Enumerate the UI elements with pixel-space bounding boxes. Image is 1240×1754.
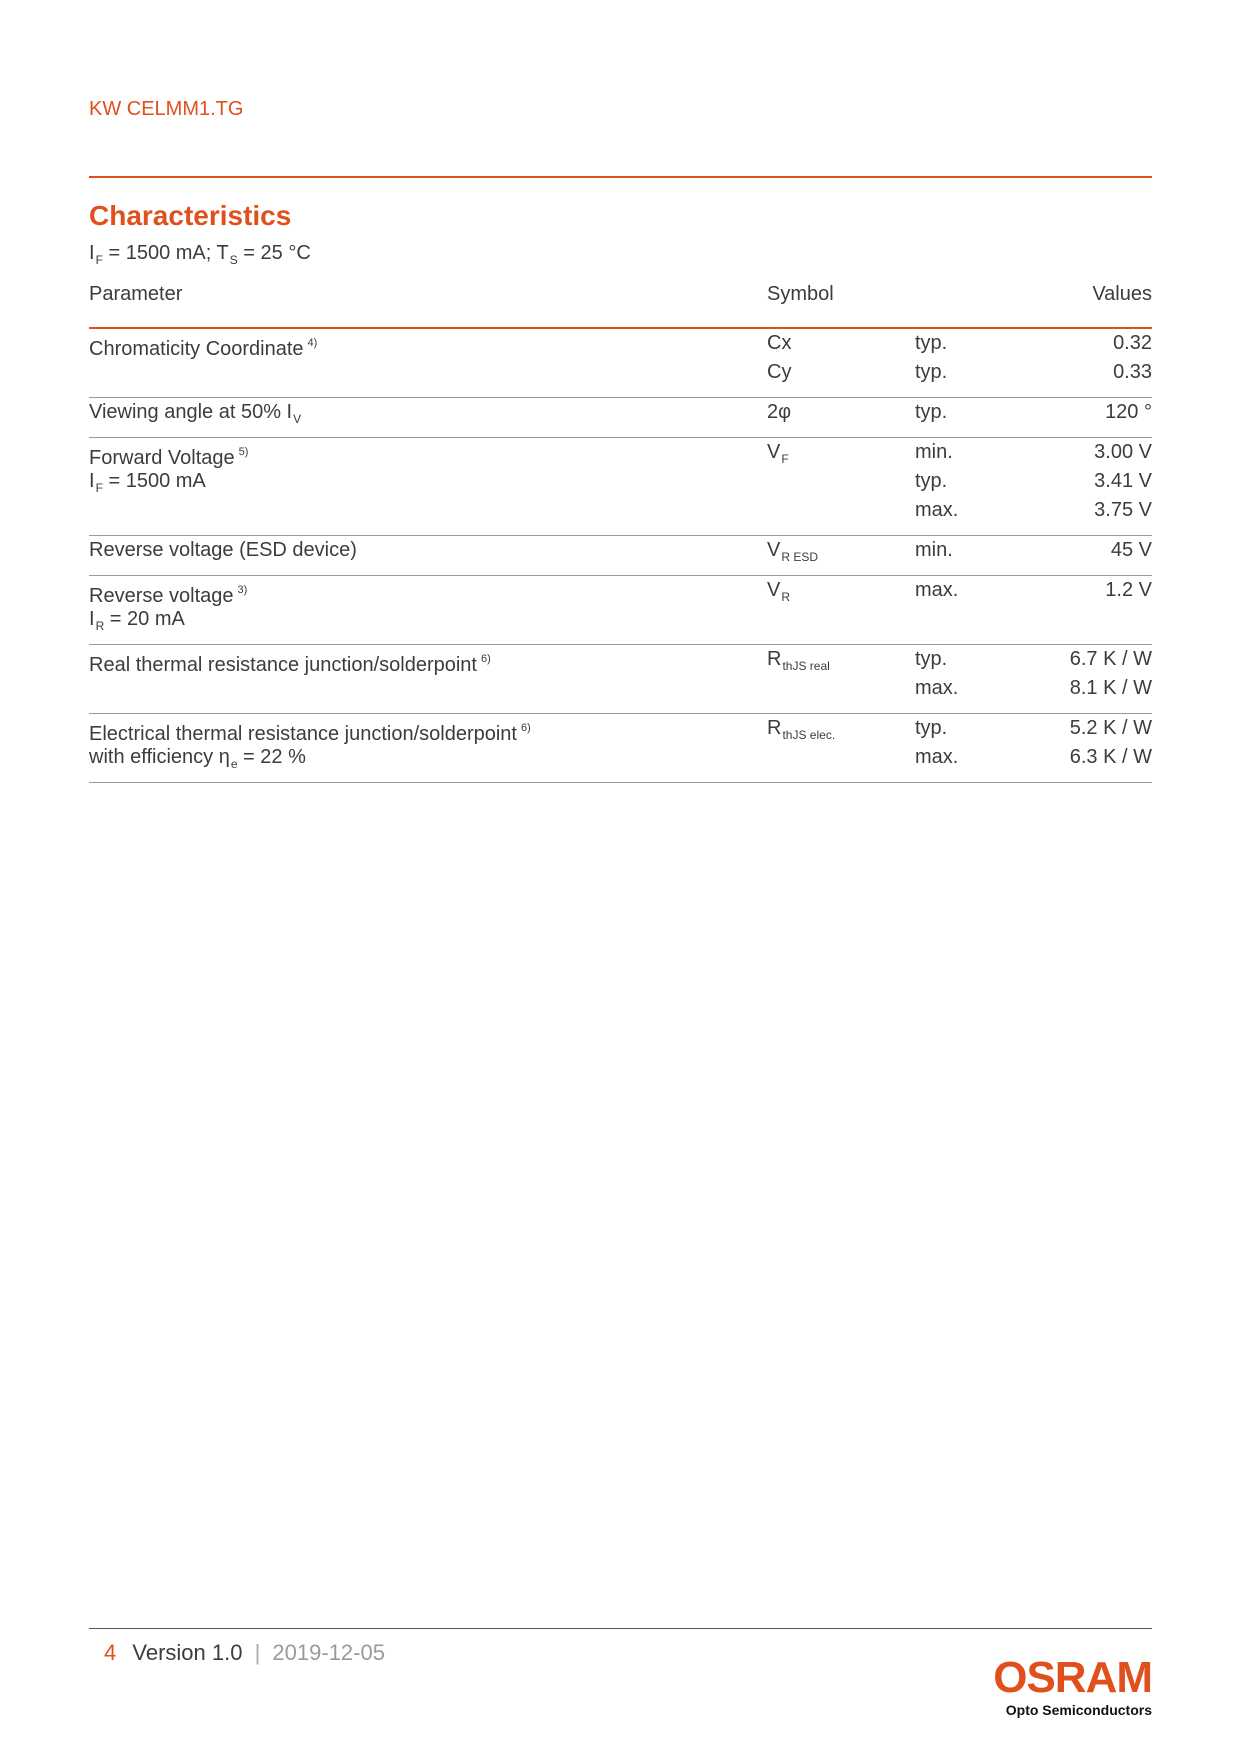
document-id: KW CELMM1.TG (89, 98, 244, 120)
qualifier-cell (915, 536, 1025, 565)
parameter-text: = 22 % (237, 746, 306, 768)
table-row (89, 576, 1152, 645)
parameter-cell (89, 398, 301, 427)
value-text: 120 ° (1105, 401, 1152, 423)
parameter-cell (89, 329, 317, 358)
condition-ts-value: = 25 °C (237, 242, 311, 264)
qualifier-cell (915, 329, 1025, 387)
symbol-cell (767, 329, 792, 383)
parameter-line (89, 438, 248, 467)
symbol-subscript: F (781, 452, 789, 466)
symbol-subscript: R ESD (781, 550, 819, 564)
parameter-text: with efficiency η (89, 746, 230, 768)
symbol-text: V (767, 579, 781, 601)
parameter-text: I (89, 470, 95, 492)
value-cell (1070, 714, 1152, 772)
qualifier-text: typ. (915, 648, 948, 670)
condition-if-sub: F (95, 253, 103, 267)
parameter-line (89, 714, 531, 743)
symbol-line (767, 536, 818, 565)
value-text: 3.75 V (1094, 499, 1152, 521)
symbol-line (767, 645, 830, 674)
symbol-cell (767, 576, 790, 605)
characteristics-table (89, 282, 1152, 783)
value-text: 6.3 K / W (1069, 746, 1152, 768)
version-label: Version 1.0 (132, 1640, 243, 1665)
table-row (89, 645, 1152, 714)
table-row (89, 329, 1152, 398)
parameter-cell (89, 438, 248, 496)
qualifier-text: min. (915, 441, 953, 463)
parameter-subscript: V (293, 412, 302, 426)
condition-ts-symbol: T (216, 242, 229, 264)
table-body (89, 329, 1152, 783)
symbol-line (767, 438, 789, 467)
footnote-marker: 3) (237, 584, 248, 596)
header-values: Values (1092, 283, 1152, 305)
parameter-subscript: e (230, 757, 238, 771)
qualifier-text: max. (915, 677, 959, 699)
footnote-marker: 4) (307, 337, 318, 349)
symbol-cell (767, 398, 791, 427)
footer (104, 1640, 385, 1666)
table-row (89, 714, 1152, 783)
symbol-cell (767, 536, 818, 565)
table-row (89, 536, 1152, 576)
symbol-text: V (767, 539, 781, 561)
symbol-cell (767, 438, 789, 467)
footer-separator: | (254, 1640, 261, 1665)
header-parameter: Parameter (89, 283, 183, 305)
logo-subtitle: Opto Semiconductors (1005, 1702, 1152, 1718)
qualifier-cell (915, 714, 1025, 772)
symbol-cell (767, 645, 830, 674)
value-cell (1070, 645, 1152, 703)
page-number: 4 (104, 1640, 117, 1665)
section-title: Characteristics (89, 200, 292, 231)
parameter-cell (89, 714, 531, 772)
parameter-text: Electrical thermal resistance junction/solderpoint (89, 723, 517, 745)
symbol-text: R (767, 648, 782, 670)
qualifier-text: typ. (915, 717, 948, 739)
footnote-marker: 5) (238, 446, 249, 458)
table-header (89, 282, 1152, 327)
value-text: 45 V (1110, 539, 1152, 561)
parameter-line (89, 536, 357, 565)
logo-wordmark: OSRAM (993, 1653, 1152, 1702)
value-text: 3.41 V (1094, 470, 1152, 492)
osram-logo (993, 1653, 1152, 1718)
footnote-marker: 6) (520, 722, 531, 734)
value-text: 0.32 (1113, 332, 1152, 354)
value-text: 6.7 K / W (1069, 648, 1152, 670)
parameter-cell (89, 645, 491, 674)
parameter-line (89, 743, 531, 772)
qualifier-cell (915, 576, 1025, 605)
qualifier-text: typ. (915, 332, 948, 354)
release-date: 2019-12-05 (272, 1640, 385, 1665)
value-text: 3.00 V (1094, 441, 1152, 463)
parameter-text: Reverse voltage (89, 585, 234, 607)
parameter-cell (89, 576, 247, 634)
condition-if-value: = 1500 mA; (102, 242, 217, 264)
symbol-cell (767, 714, 835, 743)
parameter-text: Chromaticity Coordinate (89, 338, 304, 360)
value-text: 8.1 K / W (1069, 677, 1152, 699)
parameter-line (89, 329, 317, 358)
parameter-text: = 1500 mA (102, 470, 206, 492)
footnote-marker: 6) (480, 653, 491, 665)
qualifier-text: max. (915, 579, 959, 601)
symbol-subscript: thJS elec. (782, 728, 836, 742)
parameter-subscript: R (95, 619, 105, 633)
qualifier-text: typ. (915, 470, 948, 492)
parameter-text: Reverse voltage (ESD device) (89, 539, 357, 561)
parameter-subscript: F (95, 481, 103, 495)
parameter-line (89, 645, 491, 674)
value-text: 0.33 (1113, 361, 1152, 383)
qualifier-text: min. (915, 539, 953, 561)
symbol-line (767, 398, 791, 427)
parameter-text: Real thermal resistance junction/solderpoint (89, 654, 477, 676)
parameter-text: Viewing angle at 50% I (89, 401, 293, 423)
parameter-line (89, 467, 248, 496)
qualifier-text: typ. (915, 361, 948, 383)
table-row (89, 438, 1152, 536)
value-text: 5.2 K / W (1069, 717, 1152, 739)
value-text: 1.2 V (1105, 579, 1152, 601)
test-conditions (89, 242, 311, 267)
symbol-line (767, 329, 791, 358)
condition-if-symbol: I (89, 242, 95, 264)
symbol-text: V (767, 441, 781, 463)
symbol-line (767, 358, 791, 387)
parameter-cell (89, 536, 357, 565)
parameter-line (89, 605, 247, 634)
value-cell (1113, 329, 1152, 387)
symbol-subscript: R (781, 590, 791, 604)
qualifier-text: max. (915, 499, 959, 521)
footer-divider (89, 1628, 1152, 1629)
symbol-text: Cx (767, 332, 792, 354)
parameter-line (89, 398, 301, 427)
symbol-line (767, 576, 790, 605)
qualifier-text: max. (915, 746, 959, 768)
qualifier-cell (915, 398, 1025, 427)
value-cell (1094, 438, 1152, 525)
qualifier-text: typ. (915, 401, 948, 423)
parameter-text: I (89, 608, 95, 630)
symbol-text: R (767, 717, 782, 739)
symbol-subscript: thJS real (782, 659, 830, 673)
table-row (89, 398, 1152, 438)
parameter-text: = 20 mA (104, 608, 185, 630)
value-cell (1111, 536, 1152, 565)
symbol-text: 2φ (767, 401, 792, 423)
parameter-line (89, 576, 247, 605)
header-divider (89, 176, 1152, 178)
parameter-text: Forward Voltage (89, 447, 235, 469)
symbol-text: Cy (767, 361, 792, 383)
value-cell (1105, 398, 1152, 427)
condition-ts-sub: S (229, 253, 238, 267)
value-cell (1105, 576, 1152, 605)
qualifier-cell (915, 438, 1025, 525)
qualifier-cell (915, 645, 1025, 703)
symbol-line (767, 714, 835, 743)
header-symbol: Symbol (767, 283, 834, 305)
